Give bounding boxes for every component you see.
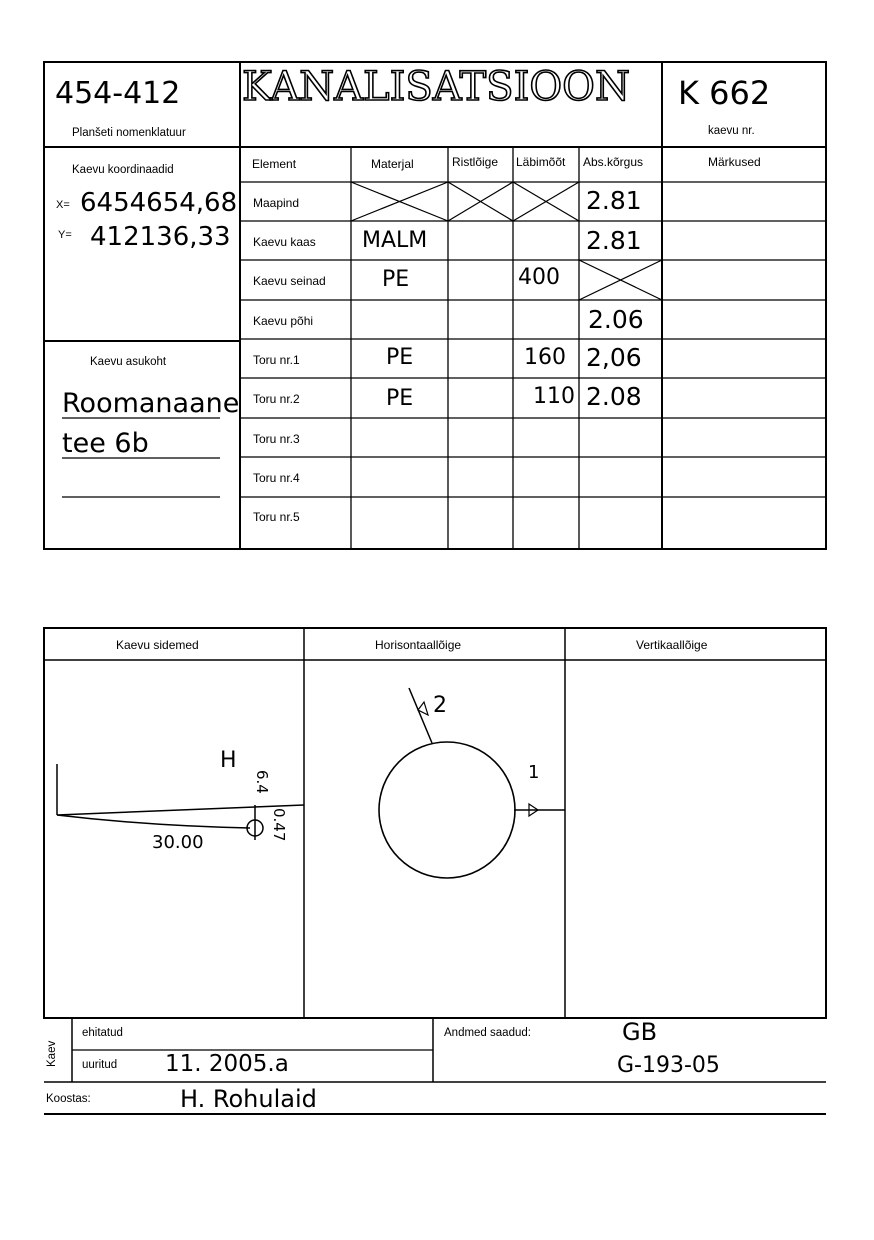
surveyed-label: uuritud — [82, 1059, 118, 1071]
row-element-toru-2: Toru nr.2 — [253, 392, 300, 406]
y-coordinate-value: 412136,33 — [90, 222, 231, 252]
location-label: Kaevu asukoht — [90, 356, 167, 368]
sketch-distance: 30.00 — [152, 832, 204, 853]
material-toru-2: PE — [386, 386, 414, 411]
row-element-toru-4: Toru nr.4 — [253, 471, 300, 485]
data-received-label: Andmed saadud: — [444, 1027, 531, 1039]
connections-label: Kaevu sidemed — [116, 638, 199, 652]
abs-height-kaevu-kaas: 2.81 — [586, 226, 642, 255]
col-header-abs-height: Abs.kõrgus — [583, 155, 644, 169]
horizontal-section-label: Horisontaallõige — [375, 638, 462, 652]
sketch-letter-h: H — [220, 748, 237, 773]
compiled-value: H. Rohulaid — [180, 1085, 317, 1113]
row-element-toru-1: Toru nr.1 — [253, 353, 300, 367]
y-prefix: Y= — [58, 229, 72, 241]
data-received-value-2: G-193-05 — [617, 1053, 720, 1078]
x-prefix: X= — [56, 199, 70, 211]
surveyed-value: 11. 2005.a — [165, 1051, 289, 1077]
abs-height-toru-1: 2,06 — [586, 343, 642, 372]
sketch-offset-b: 0.47 — [270, 808, 288, 842]
col-header-cross-section: Ristlõige — [452, 155, 499, 169]
well-label: Kaev — [46, 1040, 58, 1067]
pipe-1-label: 1 — [528, 762, 540, 783]
row-element-maapind: Maapind — [253, 196, 300, 210]
diameter-kaevu-seinad: 400 — [518, 265, 560, 290]
built-label: ehitatud — [82, 1027, 123, 1039]
material-toru-1: PE — [386, 345, 414, 370]
row-element-toru-5: Toru nr.5 — [253, 510, 300, 524]
form-title: KANALISATSIOON — [242, 64, 630, 110]
abs-height-kaevu-pohi: 2.06 — [588, 305, 644, 334]
well-number-value: K 662 — [678, 74, 771, 112]
abs-height-toru-2: 2.08 — [586, 382, 642, 411]
col-header-notes: Märkused — [708, 155, 761, 169]
diameter-toru-2: 110 — [533, 384, 575, 409]
location-line-2: tee 6b — [62, 428, 149, 459]
compiled-label: Koostas: — [46, 1093, 91, 1105]
plan-sheet-value: 454-412 — [55, 76, 181, 111]
vertical-section-label: Vertikaallõige — [636, 638, 708, 652]
row-element-kaevu-kaas: Kaevu kaas — [253, 235, 316, 249]
coordinates-label: Kaevu koordinaadid — [72, 164, 174, 176]
col-header-material: Materjal — [371, 157, 414, 171]
pipe-2-label: 2 — [433, 693, 447, 718]
abs-height-maapind: 2.81 — [586, 186, 642, 215]
diameter-toru-1: 160 — [524, 345, 566, 370]
location-line-1: Roomanaane — [62, 388, 240, 419]
material-kaevu-seinad: PE — [382, 267, 410, 292]
row-element-toru-3: Toru nr.3 — [253, 432, 300, 446]
data-received-value-1: GB — [622, 1018, 658, 1046]
x-coordinate-value: 6454654,68 — [80, 188, 238, 218]
plan-sheet-label: Planšeti nomenklatuur — [72, 127, 186, 139]
well-number-label: kaevu nr. — [708, 125, 755, 137]
row-element-kaevu-pohi: Kaevu põhi — [253, 314, 314, 328]
material-kaevu-kaas: MALM — [362, 228, 428, 253]
col-header-element: Element — [252, 157, 297, 171]
sketch-offset-a: 6.4 — [253, 770, 271, 794]
row-element-kaevu-seinad: Kaevu seinad — [253, 274, 326, 288]
col-header-diameter: Läbimõõt — [516, 155, 566, 169]
